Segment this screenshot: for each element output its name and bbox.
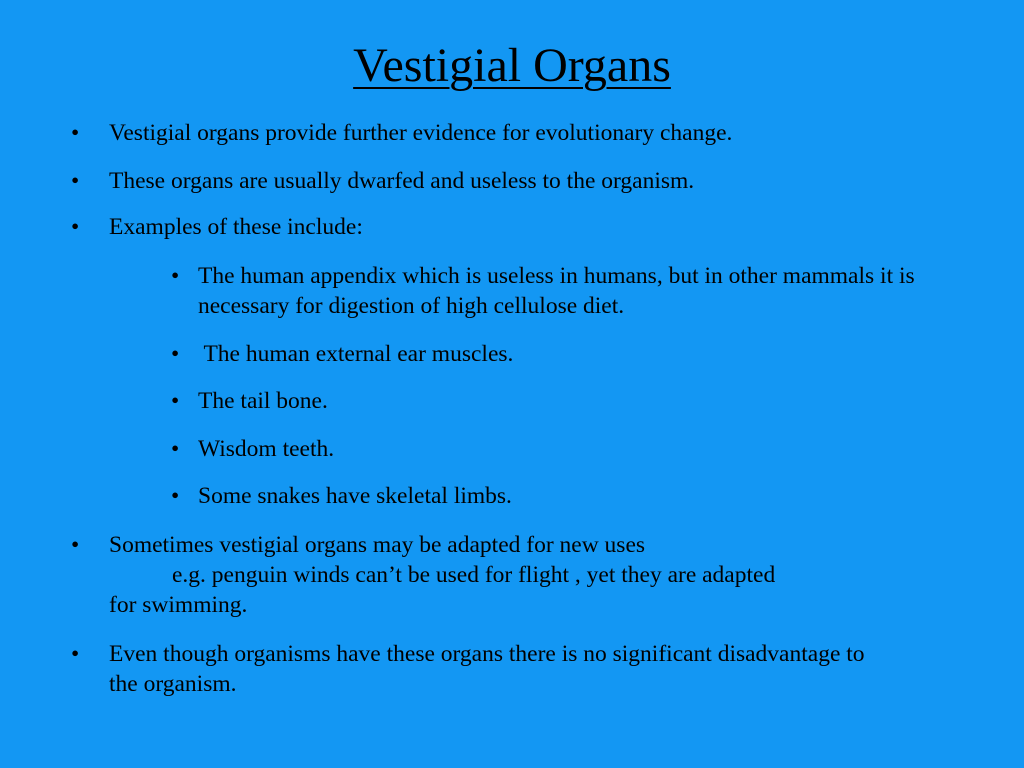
bullet-marker: • [71, 168, 80, 194]
sub-bullet-item [171, 261, 938, 321]
bullet-item [71, 639, 869, 699]
slide-title [0, 38, 1024, 94]
slide-title-text: Vestigial Organs [353, 39, 671, 92]
bullet-continuation-text: for swimming. [109, 592, 248, 618]
sub-bullet-item [171, 481, 938, 511]
bullet-item [71, 118, 929, 148]
sub-bullet-text: The human external ear muscles. [198, 341, 514, 367]
sub-bullet-text: Some snakes have skeletal limbs. [198, 483, 512, 509]
sub-bullet-marker: • [171, 263, 180, 289]
bullet-marker: • [71, 641, 80, 667]
bullet-item [71, 530, 929, 620]
sub-bullet-item [171, 386, 938, 416]
bullet-marker: • [71, 532, 80, 558]
bullet-item [71, 166, 929, 196]
sub-bullet-marker: • [171, 341, 180, 367]
sub-bullet-text: The human appendix which is useless in humans, but in other mammals it is necessary for digestion of high cellulose diet. [198, 263, 915, 319]
bullet-marker: • [71, 214, 80, 240]
bullet-item [71, 212, 929, 242]
sub-bullet-marker: • [171, 388, 180, 414]
bullet-text: Sometimes vestigial organs may be adapted for new uses [109, 532, 646, 558]
bullet-text: Even though organisms have these organs there is no significant disadvantage to the organism. [109, 641, 865, 697]
sub-bullet-marker: • [171, 436, 180, 462]
sub-bullet-text: Wisdom teeth. [198, 436, 335, 462]
sub-bullet-text: The tail bone. [198, 388, 328, 414]
sub-bullet-item [171, 434, 938, 464]
bullet-example-text: e.g. penguin winds can’t be used for flight , yet they are adapted [172, 562, 776, 588]
sub-bullet-marker: • [171, 483, 180, 509]
bullet-text: These organs are usually dwarfed and useless to the organism. [109, 168, 695, 194]
bullet-text: Examples of these include: [109, 214, 363, 240]
sub-bullet-item [171, 339, 938, 369]
bullet-marker: • [71, 120, 80, 146]
bullet-text: Vestigial organs provide further evidence for evolutionary change. [109, 120, 733, 146]
